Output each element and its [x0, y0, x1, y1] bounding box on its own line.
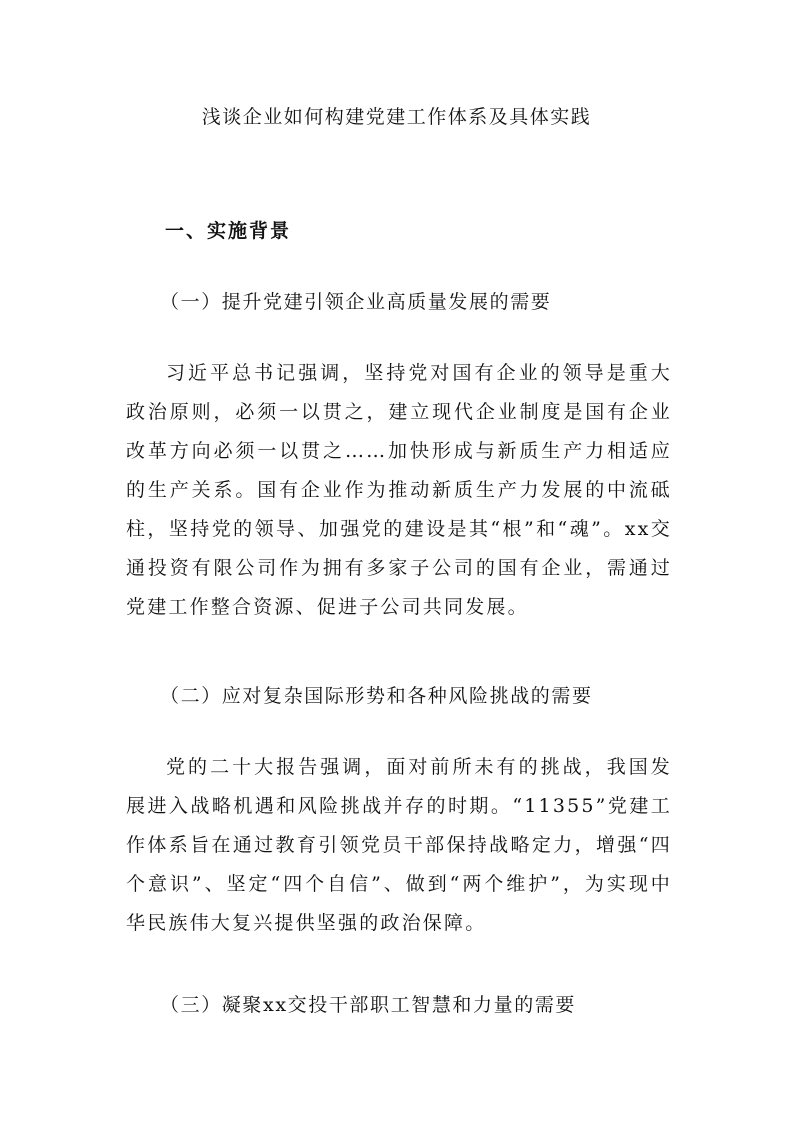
section-heading: 一、实施背景	[165, 220, 292, 242]
paragraph-1: 习近平总书记强调，坚持党对国有企业的领导是重大政治原则，必须一以贯之，建立现代企业制度是国有企业改革方向必须一以贯之……加快形成与新质生产力相适应的生产关系。国有企业作为推动新质生产力发展的中流砥柱，坚持党的领导、加强党的建设是其“根”和“魂”。xx交通投资有限公司作为拥有多家子公司的国有企业，需通过党建工作整合资源、促进子公司共同发展。	[126, 362, 672, 618]
subsection-heading-3: （三）凝聚xx交投干部职工智慧和力量的需要	[160, 994, 577, 1016]
subsection-heading-1: （一）提升党建引领企业高质量发展的需要	[160, 291, 552, 313]
paragraph-2: 党的二十大报告强调，面对前所未有的挑战，我国发展进入战略机遇和风险挑战并存的时期。“11355”党建工作体系旨在通过教育引领党员干部保持战略定力，增强“四个意识”、坚定“四个自信”、做到“两个维护”，为实现中华民族伟大复兴提供坚强的政治保障。	[126, 756, 672, 934]
subsection-heading-2: （二）应对复杂国际形势和各种风险挑战的需要	[160, 685, 593, 707]
document-title: 浅谈企业如何构建党建工作体系及具体实践	[201, 106, 592, 128]
